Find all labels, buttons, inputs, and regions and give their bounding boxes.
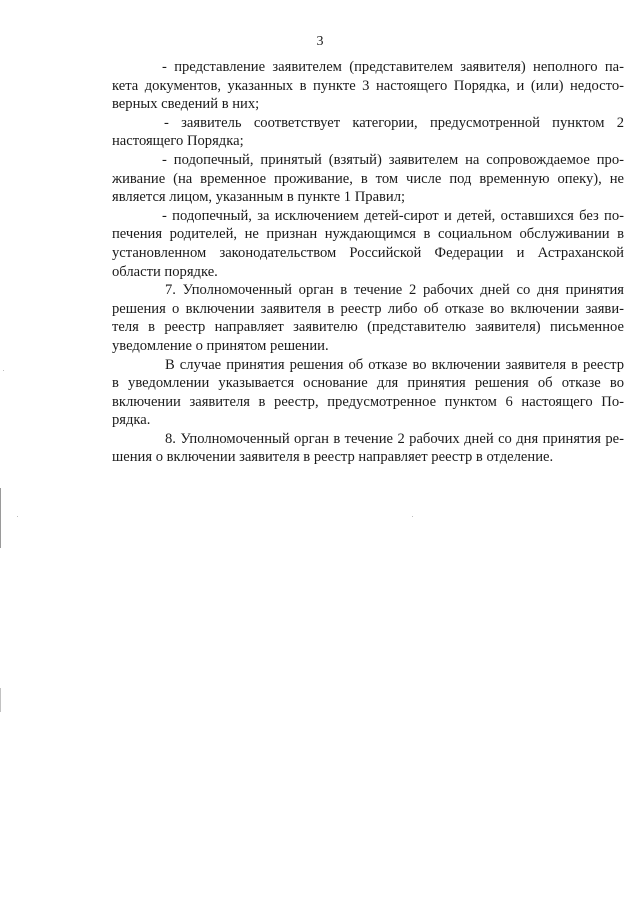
text-line: 8. Уполномоченный орган в течение 2 рабочих дней со дня принятия ре- [165, 430, 624, 447]
text-line: - заявитель соответствует категории, предусмотренной пунктом 2 [164, 114, 624, 131]
text-line: кета документов, указанных в пункте 3 настоящего Порядка, и (или) недосто- [112, 77, 624, 94]
text-line: - подопечный, принятый (взятый) заявителем на сопровождаемое про- [162, 151, 624, 168]
text-line: уведомление о принятом решении. [112, 337, 329, 354]
text-line: установленном законодательством Российской Федерации и Астраханской [112, 244, 624, 261]
text-line: 7. Уполномоченный орган в течение 2 рабочих дней со дня принятия [165, 282, 624, 299]
scan-margin-mark [0, 488, 1, 548]
text-line: живание (на временное проживание, в том числе под временную опеку), не [112, 170, 624, 187]
text-line: печения родителей, не признан нуждающимся в социальном обслуживании в [112, 226, 624, 243]
text-line: рядка. [112, 412, 151, 429]
text-line: шения о включении заявителя в реестр направляет реестр в отделение. [112, 449, 554, 466]
text-line: решения о включении заявителя в реестр либо об отказе во включении заяви- [112, 300, 624, 317]
document-body [112, 58, 624, 467]
text-line: включении заявителя в реестр, предусмотренное пунктом 6 настоящего По- [112, 393, 624, 410]
scan-margin-mark [0, 688, 1, 712]
text-line: - представление заявителем (представителем заявителя) неполного па- [162, 59, 624, 75]
text-line: теля в реестр направляет заявителю (представителю заявителя) письменное [112, 319, 624, 336]
text-line: области порядке. [112, 263, 218, 280]
text-line: является лицом, указанным в пункте 1 Правил; [112, 189, 406, 206]
text-line: настоящего Порядка; [112, 133, 244, 150]
scan-speck [17, 516, 18, 517]
text-line: верных сведений в них; [112, 96, 260, 113]
text-line: В случае принятия решения об отказе во включении заявителя в реестр [165, 356, 624, 373]
text-line: в уведомлении указывается основание для принятия решения об отказе во [112, 375, 624, 392]
scan-speck [3, 370, 4, 371]
page-number: 3 [316, 34, 324, 49]
scan-speck [412, 516, 413, 517]
text-line: - подопечный, за исключением детей-сирот и детей, оставшихся без по- [162, 207, 624, 224]
